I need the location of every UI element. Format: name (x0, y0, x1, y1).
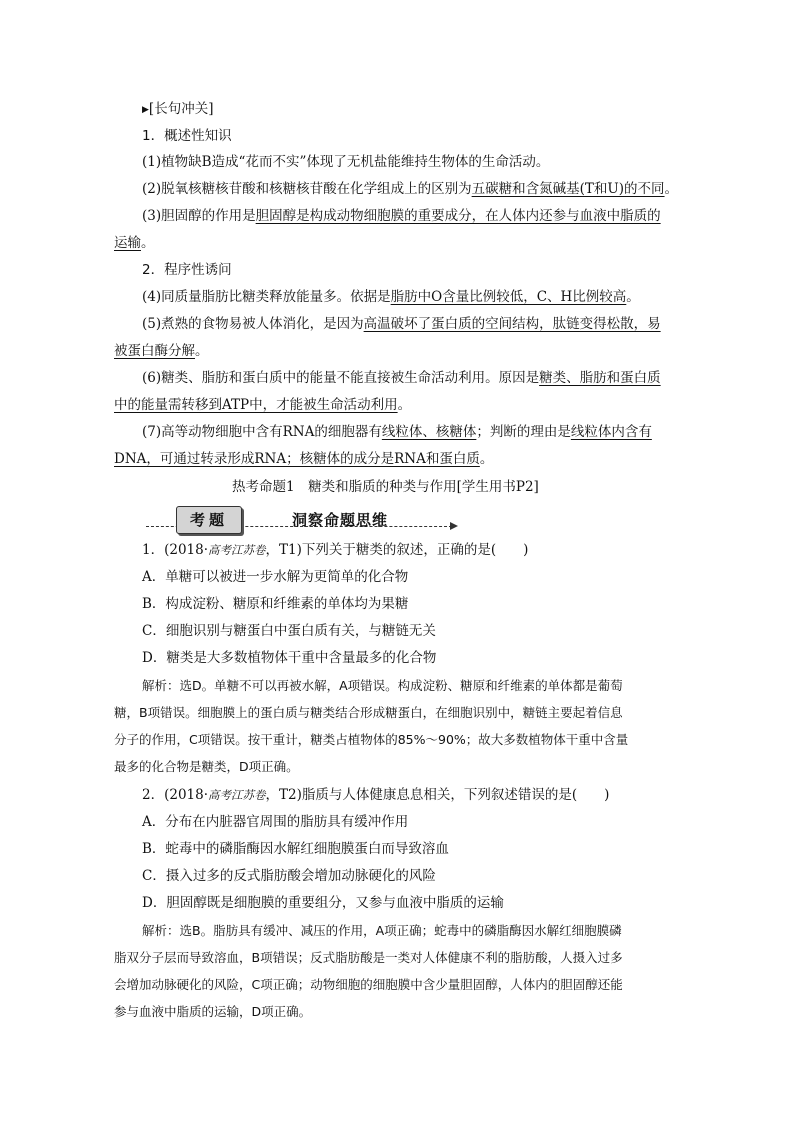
answer-2-line-3: 会增加动脉硬化的风险，C项正确；动物细胞的细胞膜中含少量胆固醇，人体内的胆固醇还能 (114, 977, 623, 992)
item-2: (2)脱氧核糖核苷酸和核糖核苷酸在化学组成上的区别为五碳糖和含氮碱基(T和U)的不同。 (142, 181, 679, 197)
answer-6: 糖类、脂肪和蛋白质 (539, 370, 661, 386)
answer-4: 脂肪中O含量比例较低，C、H比例较高 (390, 289, 627, 305)
banner-arrow-icon (450, 522, 458, 530)
answer-1-line-3: 分子的作用，C项错误。按干重计，糖类占植物体的85%～90%；故大多数植物体干重中含量 (114, 732, 629, 747)
answer-7a: 线粒体、核糖体 (381, 424, 477, 440)
answer-1-line-2: 糖，B项错误。细胞膜上的蛋白质与糖类结合形成糖蛋白，在细胞识别中，糖链主要起着信息 (114, 705, 623, 720)
question-2-source: 高考江苏卷 (208, 788, 266, 802)
item-7: (7)高等动物细胞中含有RNA的细胞器有线粒体、核糖体；判断的理由是线粒体内含有 (142, 424, 652, 440)
item-4: (4)同质量脂肪比糖类释放能量多。依据是脂肪中O含量比例较低，C、H比例较高。 (142, 289, 640, 305)
item-6: (6)糖类、脂肪和蛋白质中的能量不能直接被生命活动利用。原因是糖类、脂肪和蛋白质 (142, 370, 661, 386)
item-5: (5)煮熟的食物易被人体消化，是因为高温破坏了蛋白质的空间结构，肽链变得松散，易 (142, 316, 661, 332)
answer-3: 胆固醇是构成动物细胞膜的重要成分，在人体内还参与血液中脂质的 (255, 208, 661, 224)
answer-1-line-1: 解析：选D。单糖不可以再被水解，A项错误。构成淀粉、糖原和纤维素的单体都是葡萄 (142, 678, 623, 693)
question-1-option-b: B．构成淀粉、糖原和纤维素的单体均为果糖 (142, 596, 409, 612)
question-2-option-d: D．胆固醇既是细胞膜的重要组分，又参与血液中脂质的运输 (142, 895, 504, 911)
question-1-option-c: C．细胞识别与糖蛋白中蛋白质有关，与糖链无关 (142, 623, 436, 639)
item-1: (1)植物缺B造成“花而不实”体现了无机盐能维持生物体的生命活动。 (142, 154, 550, 170)
answer-2-line-2: 脂双分子层而导致溶血，B项错误；反式脂肪酸是一类对人体健康不利的脂肪酸，人摄入过多 (114, 950, 623, 965)
answer-1-line-4: 最多的化合物是糖类，D项正确。 (114, 759, 299, 774)
question-2-option-a: A．分布在内脏器官周围的脂肪具有缓冲作用 (142, 814, 409, 830)
hot-topic-heading: 热考命题1 糖类和脂质的种类与作用[学生用书P2] (232, 479, 539, 495)
answer-2-line-4: 参与血液中脂质的运输，D项正确。 (114, 1004, 312, 1019)
answer-5: 高温破坏了蛋白质的空间结构，肽链变得松散，易 (363, 316, 661, 332)
question-2: 2．(2018·高考江苏卷，T2)脂质与人体健康息息相关，下列叙述错误的是( ) (142, 787, 610, 803)
question-1-option-a: A．单糖可以被进一步水解为更简单的化合物 (142, 569, 409, 585)
item-3: (3)胆固醇的作用是胆固醇是构成动物细胞膜的重要成分，在人体内还参与血液中脂质的 (142, 208, 661, 224)
part2-title: 2．程序性诱问 (142, 262, 232, 278)
banner-label-box: 考题 (176, 506, 242, 534)
question-2-option-b: B．蛇毒中的磷脂酶因水解红细胞膜蛋白而导致溶血 (142, 841, 449, 857)
section-header: ▶[长句冲关] (142, 101, 214, 117)
question-2-option-c: C．摄入过多的反式脂肪酸会增加动脉硬化的风险 (142, 868, 436, 884)
item-6-cont: 中的能量需转移到ATP中，才能被生命活动利用。 (114, 397, 412, 413)
answer-2-line-1: 解析：选B。脂肪具有缓冲、减压的作用，A项正确；蛇毒中的磷脂酶因水解红细胞膜磷 (142, 923, 622, 938)
part1-title: 1．概述性知识 (142, 128, 232, 144)
item-3-cont: 运输。 (114, 235, 155, 251)
answer-2: 五碳糖和含氮碱基(T和U)的不同 (471, 181, 665, 197)
triangle-bullet-icon: ▶ (142, 105, 149, 115)
answer-7b: 线粒体内含有 (570, 424, 652, 440)
question-1-option-d: D．糖类是大多数植物体干重中含量最多的化合物 (142, 650, 437, 666)
section-banner (146, 505, 460, 535)
question-1: 1．(2018·高考江苏卷，T1)下列关于糖类的叙述，正确的是( ) (142, 542, 529, 558)
item-5-cont: 被蛋白酶分解。 (114, 343, 209, 359)
item-7-cont: DNA，可通过转录形成RNA；核糖体的成分是RNA和蛋白质。 (114, 451, 494, 467)
banner-title: 洞察命题思维 (292, 511, 389, 529)
question-1-source: 高考江苏卷 (208, 543, 266, 557)
